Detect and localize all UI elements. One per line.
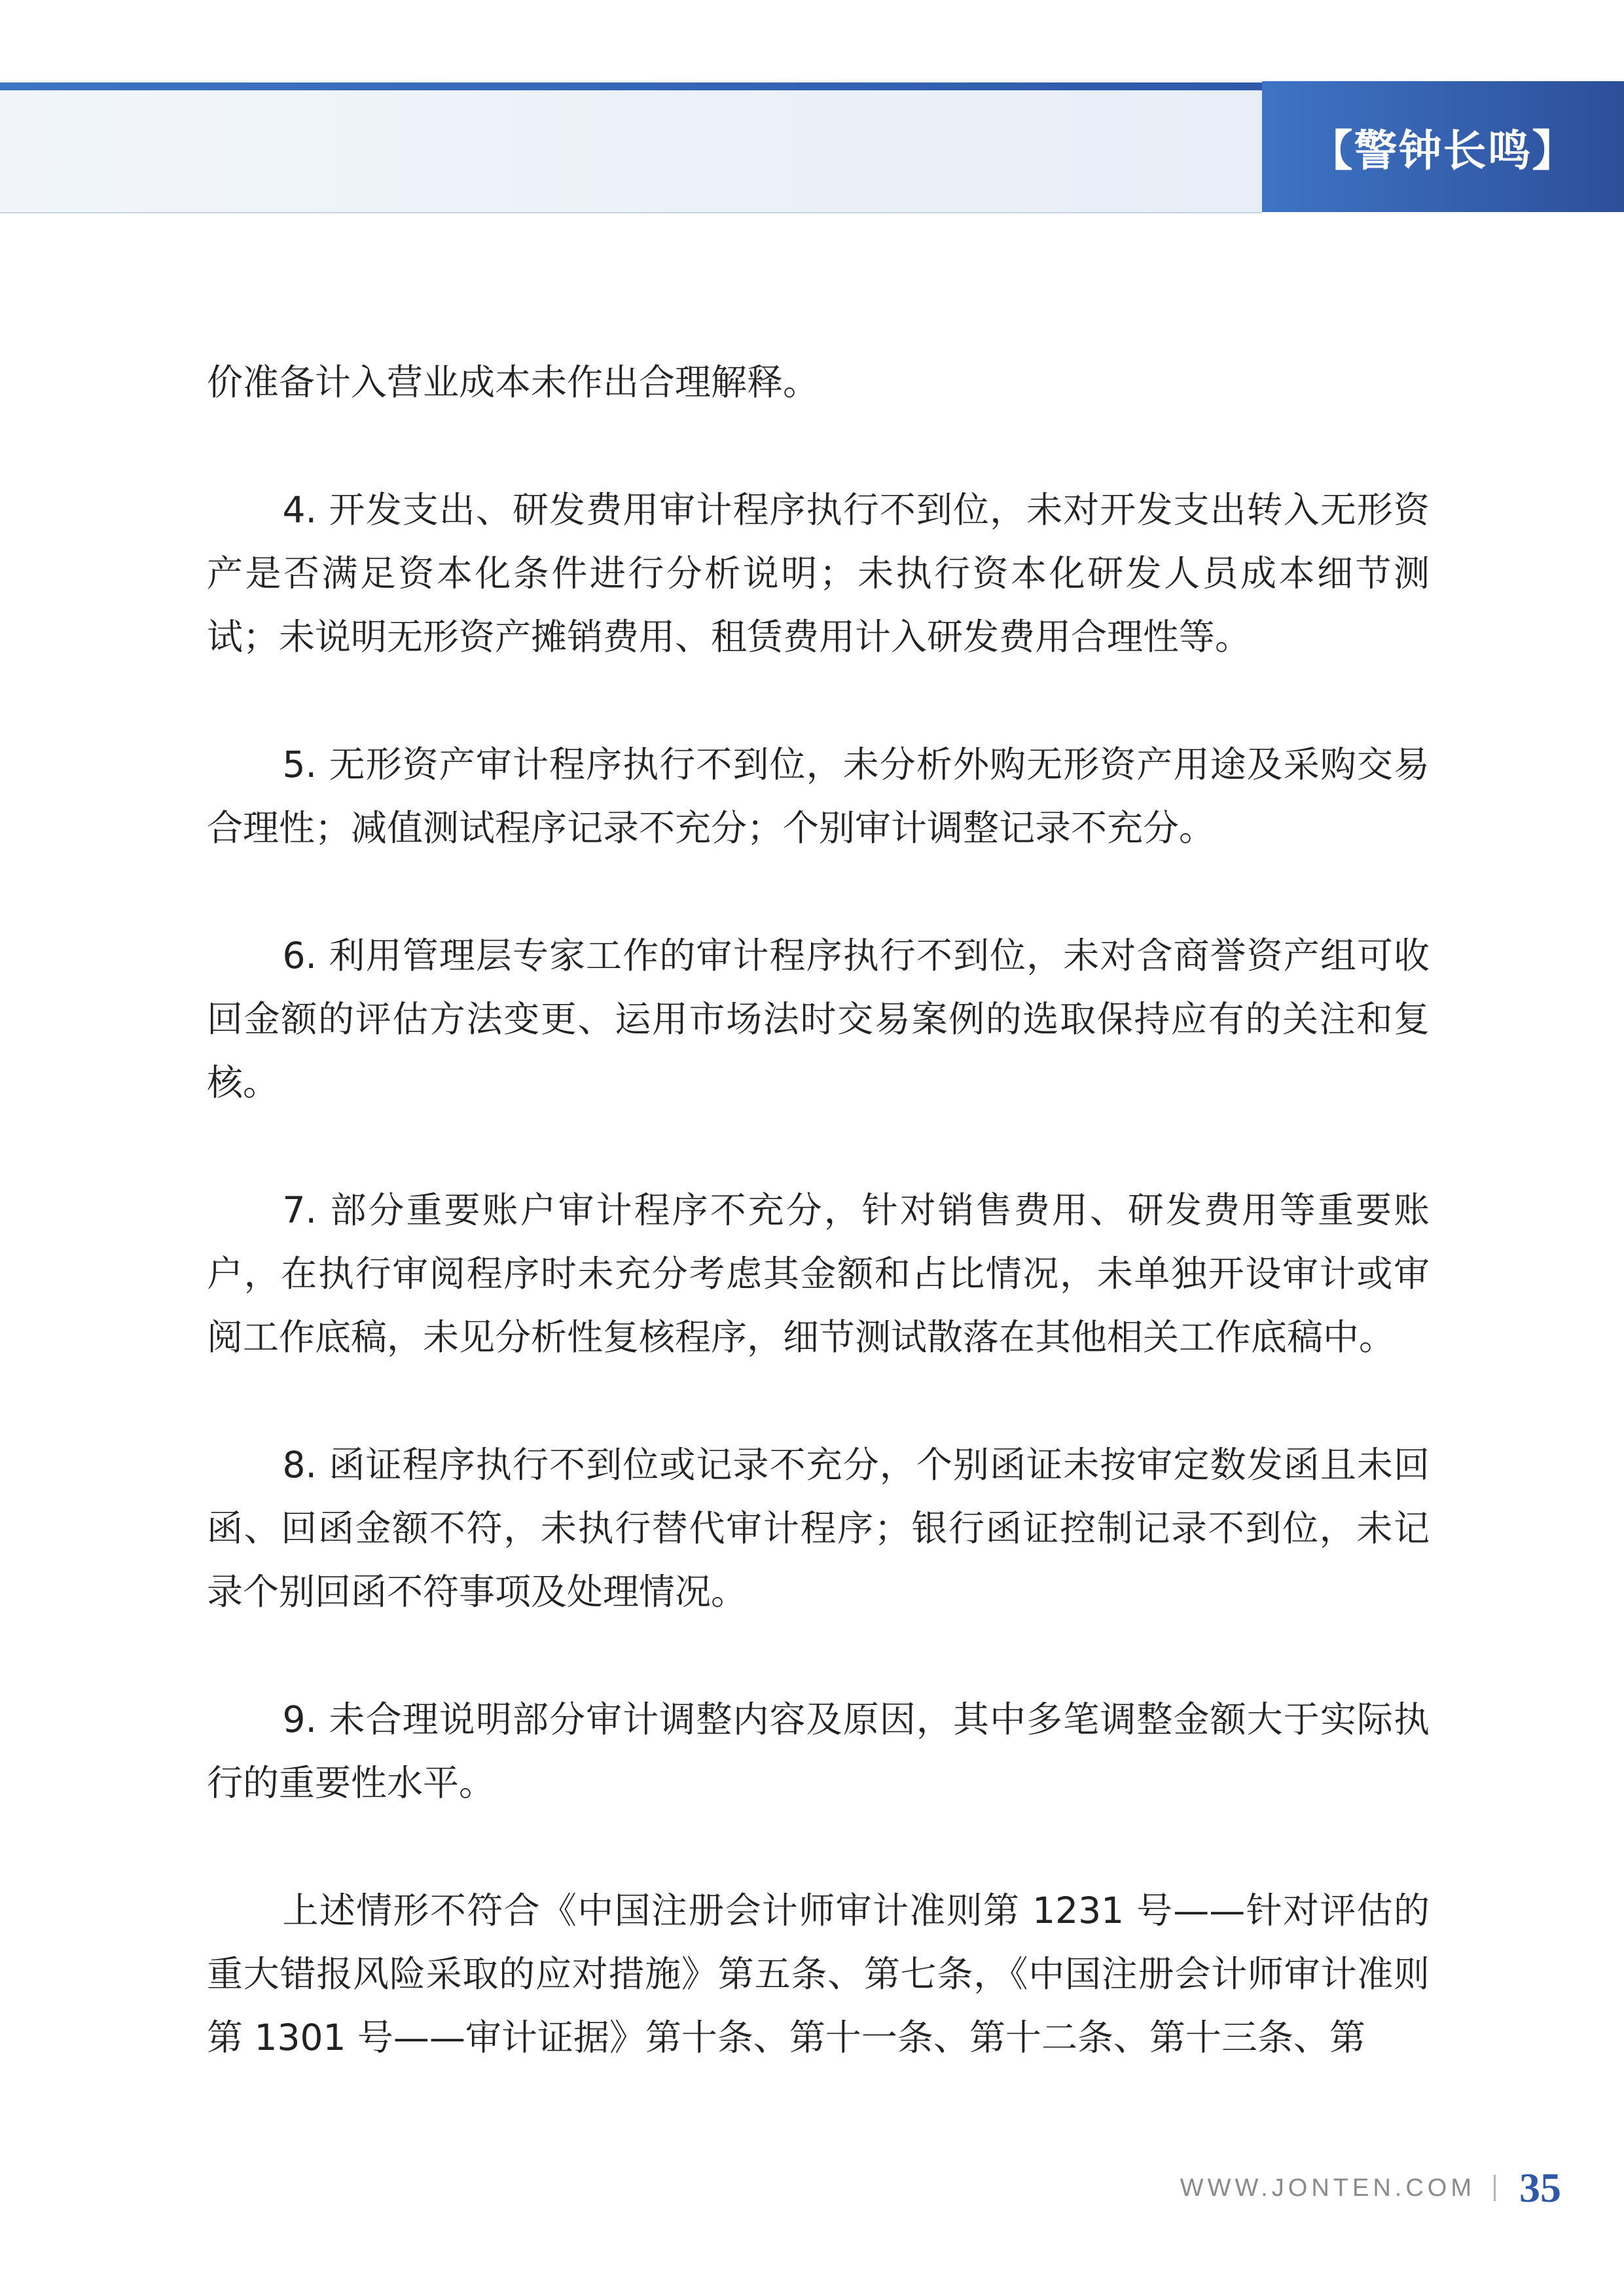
footer-divider bbox=[1494, 2175, 1496, 2201]
page-footer bbox=[1180, 2162, 1561, 2214]
footer-url: WWW.JONTEN.COM bbox=[1180, 2174, 1475, 2202]
section-tag: 【警钟长鸣】 bbox=[1262, 81, 1624, 212]
paragraph-item-4: 4. 开发支出、研发费用审计程序执行不到位，未对开发支出转入无形资产是否满足资本化条件进行分析说明；未执行资本化研发人员成本细节测试；未说明无形资产摊销费用、租赁费用计入研发费用合理性等。 bbox=[207, 489, 1430, 658]
paragraph-item-7: 7. 部分重要账户审计程序不充分，针对销售费用、研发费用等重要账户，在执行审阅程序时未充分考虑其金额和占比情况，未单独开设审计或审阅工作底稿，未见分析性复核程序，细节测试散落在其他相关工作底稿中。 bbox=[207, 1189, 1430, 1358]
paragraph-item-5: 5. 无形资产审计程序执行不到位，未分析外购无形资产用途及采购交易合理性；减值测试程序记录不充分；个别审计调整记录不充分。 bbox=[207, 744, 1430, 849]
header-band bbox=[0, 90, 1262, 213]
page-number: 35 bbox=[1519, 2164, 1561, 2211]
paragraph-item-8: 8. 函证程序执行不到位或记录不充分，个别函证未按审定数发函且未回函、回函金额不符，未执行替代审计程序；银行函证控制记录不到位，未记录个别回函不符事项及处理情况。 bbox=[207, 1444, 1430, 1613]
header-accent-line bbox=[0, 82, 1262, 90]
paragraph-item-6: 6. 利用管理层专家工作的审计程序执行不到位，未对含商誉资产组可收回金额的评估方法变更、运用市场法时交易案例的选取保持应有的关注和复核。 bbox=[207, 935, 1430, 1103]
paragraph-conclusion: 上述情形不符合《中国注册会计师审计准则第 1231 号——针对评估的重大错报风险采取的应对措施》第五条、第七条，《中国注册会计师审计准则第 1301 号——审计证据》第十条、第十一条、第十二条、第十三条、第 bbox=[207, 1890, 1430, 2058]
body-text bbox=[207, 351, 1430, 2070]
paragraph-continuation: 价准备计入营业成本未作出合理解释。 bbox=[207, 361, 820, 403]
paragraph-item-9: 9. 未合理说明部分审计调整内容及原因，其中多笔调整金额大于实际执行的重要性水平。 bbox=[207, 1698, 1430, 1804]
